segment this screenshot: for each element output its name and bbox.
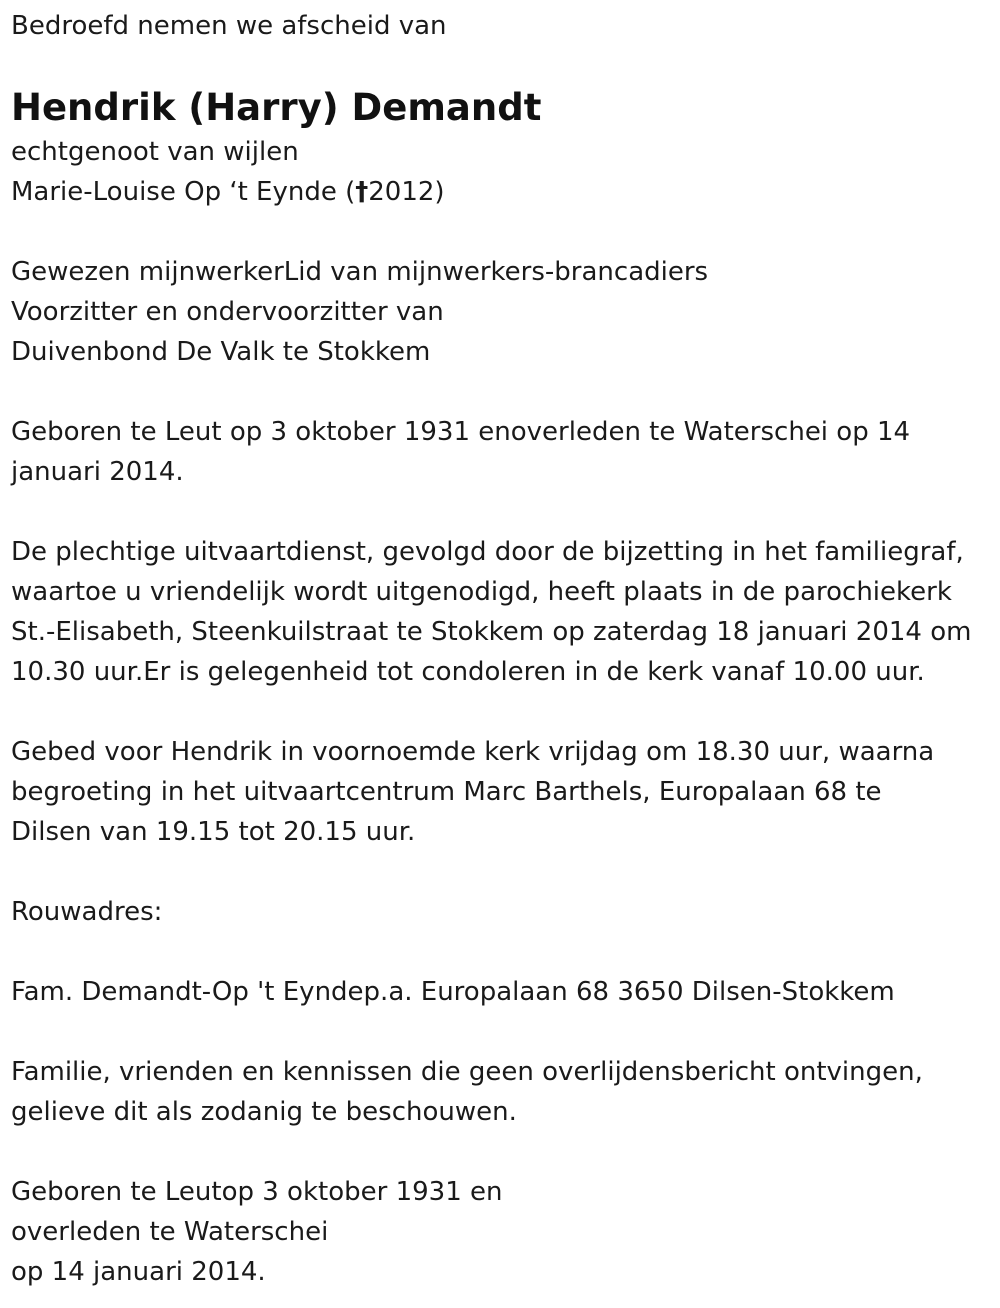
prayer-line: begroeting in het uitvaartcentrum Marc Barthels, Europalaan 68 te (11, 777, 882, 807)
address-label: Rouwadres: (11, 897, 163, 927)
intro-text: Bedroefd nemen we afscheid van (11, 11, 447, 41)
obituary-notice (11, 0, 991, 1292)
service-line: De plechtige uitvaartdienst, gevolgd door de bijzetting in het familiegraf, (11, 537, 964, 567)
spacer (11, 932, 991, 972)
prayer-line: Gebed voor Hendrik in voornoemde kerk vrijdag om 18.30 uur, waarna (11, 737, 935, 767)
deceased-name: Hendrik (Harry) Demandt (11, 86, 542, 129)
spouse-name: Marie-Louise Op ‘t Eynde ( (11, 177, 356, 207)
mourning-address: Fam. Demandt-Op 't Eyndep.a. Europalaan 68 3650 Dilsen-Stokkem (11, 977, 895, 1007)
spouse-name-line (11, 172, 991, 212)
spacer (11, 692, 991, 732)
spouse-relation: echtgenoot van wijlen (11, 137, 299, 167)
spacer (11, 1132, 991, 1172)
closing-line: Geboren te Leutop 3 oktober 1931 en (11, 1177, 503, 1207)
service-line: waartoe u vriendelijk wordt uitgenodigd, heeft plaats in de parochiekerk (11, 577, 952, 607)
roles-block (11, 252, 991, 372)
birth-death-block (11, 412, 991, 492)
role-line: Gewezen mijnwerkerLid van mijnwerkers-brancadiers (11, 257, 709, 287)
spacer (11, 372, 991, 412)
closing-block (11, 1172, 991, 1292)
role-line: Duivenbond De Valk te Stokkem (11, 337, 431, 367)
notice-line: Familie, vrienden en kennissen die geen overlijdensbericht ontvingen, (11, 1057, 923, 1087)
notice-line: gelieve dit als zodanig te beschouwen. (11, 1097, 517, 1127)
spacer (11, 1012, 991, 1052)
service-line: St.-Elisabeth, Steenkuilstraat te Stokkem op zaterdag 18 januari 2014 om (11, 617, 972, 647)
birth-death-line: januari 2014. (11, 457, 184, 487)
birth-death-line: Geboren te Leut op 3 oktober 1931 enoverleden te Waterschei op 14 (11, 417, 911, 447)
prayer-block (11, 732, 991, 852)
spacer (11, 852, 991, 892)
prayer-line: Dilsen van 19.15 tot 20.15 uur. (11, 817, 416, 847)
cross-icon: † (355, 177, 369, 207)
role-line: Voorzitter en ondervoorzitter van (11, 297, 444, 327)
service-line: 10.30 uur.Er is gelegenheid tot condoleren in de kerk vanaf 10.00 uur. (11, 657, 925, 687)
notice-block (11, 1052, 991, 1132)
spouse-death-year: 2012) (368, 177, 445, 207)
spacer (11, 212, 991, 252)
spacer (11, 492, 991, 532)
service-block (11, 532, 991, 692)
spouse-block (11, 132, 991, 212)
closing-line: overleden te Waterschei (11, 1217, 329, 1247)
closing-line: op 14 januari 2014. (11, 1257, 266, 1287)
